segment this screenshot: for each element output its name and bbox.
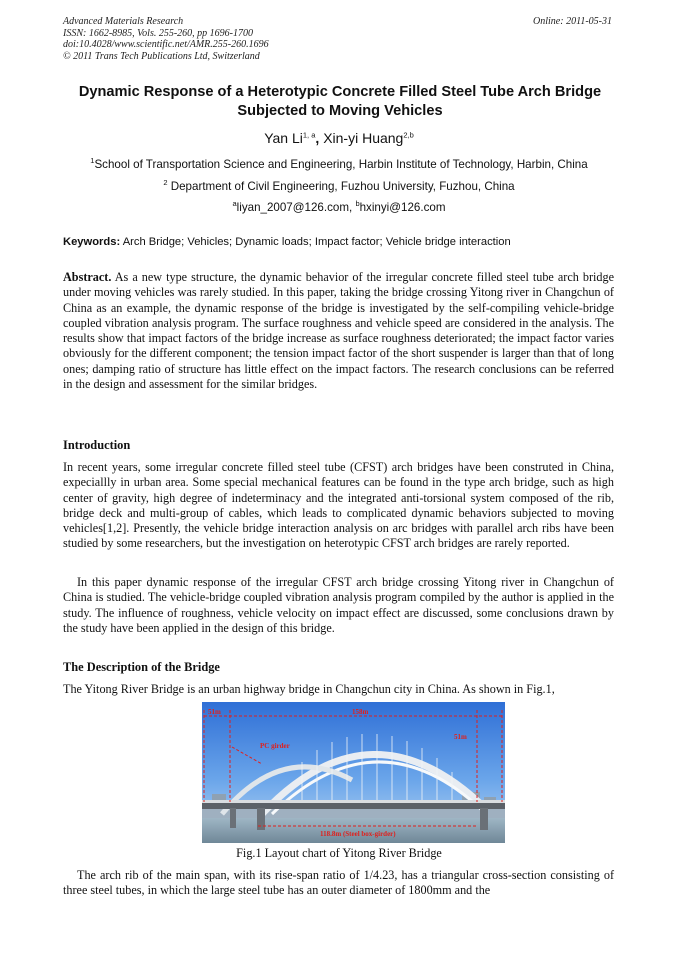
email-b: hxinyi@126.com	[359, 201, 446, 214]
journal-name: Advanced Materials Research	[63, 16, 184, 27]
running-header	[63, 16, 269, 62]
abstract-text: As a new type structure, the dynamic behavior of the irregular concrete filled steel tube arch bridge under moving vehicles was rarely studied. In this paper, taking the bridge crossing Yitong river in Changchun of China as an example, the dynamic response of the bridge is investigated by the self-compiling vehicle-bridge coupled vibration analysis program. The surface roughness and vehicle speed are considered in the analysis. The results show that impact factors of the bridge increase as surface roughness deteriorated; the impact factor varies obviously for the different component; the tension impact factor of the short suspender is larger than that of long ones; damping ratio of structure has little effect on the impact factors. The research conclusions can be referred in the design and assessment for the similar bridges.	[63, 270, 614, 392]
bridge-photo	[202, 702, 505, 843]
author-separator: ,	[315, 130, 324, 146]
keywords	[63, 236, 623, 248]
author-line	[0, 130, 678, 146]
copyright-line: © 2011 Trans Tech Publications Ltd, Switzerland	[63, 50, 260, 62]
online-date: Online: 2011-05-31	[533, 16, 612, 27]
affiliation-1-sup: 1	[90, 156, 95, 166]
author-1-name: Yan Li	[264, 130, 303, 146]
author-2-name: Xin-yi Huang	[323, 130, 404, 146]
email-a: liyan_2007@126.com,	[236, 201, 356, 214]
figure-label-center: 158m	[352, 708, 369, 716]
affiliation-2-sup: 2	[163, 178, 168, 188]
figure-label-bottom: 118.8m (Steel box-girder)	[320, 830, 396, 838]
keywords-label: Keywords:	[63, 236, 121, 248]
keywords-text: Arch Bridge; Vehicles; Dynamic loads; Impact factor; Vehicle bridge interaction	[120, 236, 511, 248]
affiliation-2-text: Department of Civil Engineering, Fuzhou University, Fuzhou, China	[167, 180, 515, 193]
introduction-paragraph-1: In recent years, some irregular concrete filled steel tube (CFST) arch bridges have been construted in China, expeciallly in urban area. Some special mechanical features can be found in the type arch bridge, such as high center of gravity, high degree of indeterminacy and the integrated anti-torsional system composed of the rib, bridge deck and multi-group of cables, which leads to complicated dynamic behaviors subjected to moving vehicles[1,2]. Presently, the vehicle bridge interaction analysis on arc bridges with parallel arch ribs have been studied by some researchers, but the investigation on heterotypic CFST arch bridges are rarely reported.	[63, 460, 614, 551]
introduction-heading: Introduction	[63, 438, 131, 452]
author-1-sup: 1, a	[302, 130, 316, 140]
abstract	[63, 270, 614, 392]
affiliation-2	[0, 180, 678, 193]
figure-label-pc-girder: PC girder	[260, 742, 290, 750]
email-line	[0, 201, 678, 214]
description-paragraph-2: The arch rib of the main span, with its rise-span ratio of 1/4.23, has a triangular cross-section consisting of three steel tubes, in which the large steel tube has an outer diameter of 1800mm and the	[63, 868, 614, 898]
figure-label-left: 51m	[208, 708, 221, 716]
doi-line: doi:10.4028/www.scientific.net/AMR.255-260.1696	[63, 39, 269, 51]
paper-title: Dynamic Response of a Heterotypic Concrete Filled Steel Tube Arch Bridge Subjected to Moving Vehicles	[78, 84, 602, 119]
description-paragraph-1: The Yitong River Bridge is an urban highway bridge in Changchun city in China. As shown in Fig.1,	[63, 682, 555, 696]
affiliation-1-text: School of Transportation Science and Engineering, Harbin Institute of Technology, Harbin, China	[94, 158, 588, 171]
affiliation-1	[0, 158, 678, 171]
figure-caption: Fig.1 Layout chart of Yitong River Bridge	[236, 846, 442, 860]
email-b-sup: b	[355, 199, 360, 209]
description-heading: The Description of the Bridge	[63, 660, 220, 674]
introduction-paragraph-2: In this paper dynamic response of the irregular CFST arch bridge crossing Yitong river in Changchun of China is studied. The vehicle-bridge coupled vibration analysis program compiled by the author is applied in the study. The influence of roughness, vehicle velocity on impact effect are discussed, some conclusions drawn by the study have been applied in the design of this bridge.	[63, 575, 614, 635]
figure-label-right: 51m	[454, 733, 467, 741]
email-a-sup: a	[232, 199, 237, 209]
author-2-sup: 2,b	[403, 130, 414, 140]
issn-line: ISSN: 1662-8985, Vols. 255-260, pp 1696-1700	[63, 27, 253, 39]
abstract-label: Abstract.	[63, 270, 112, 284]
bridge-figure	[202, 702, 505, 843]
